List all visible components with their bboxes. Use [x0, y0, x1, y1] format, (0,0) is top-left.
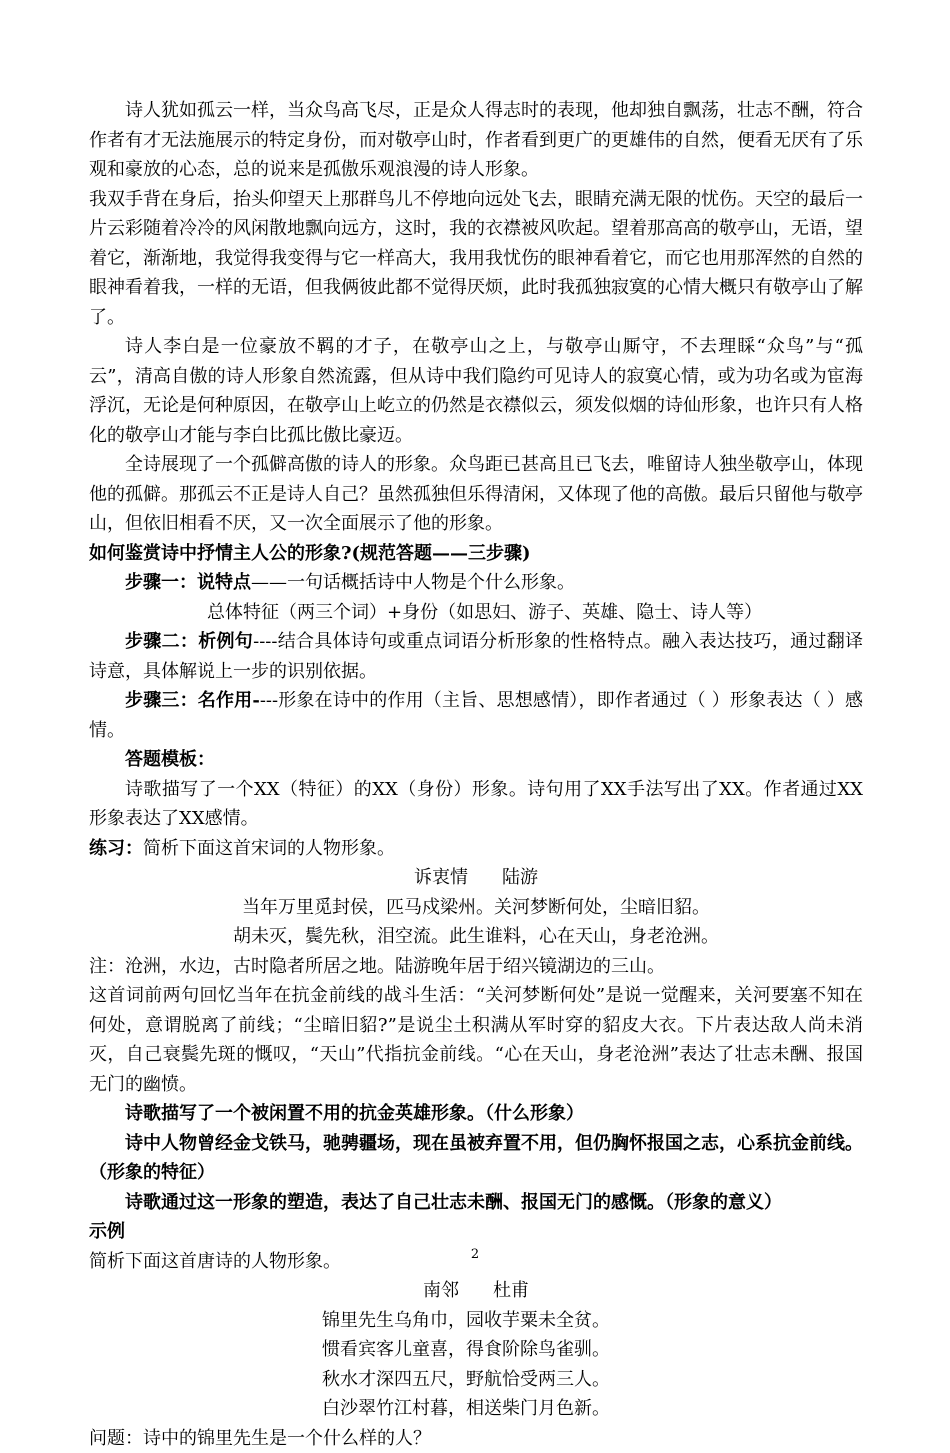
step-two-text: ----结合具体诗句或重点词语分析形象的性格特点。融入表达技巧，通过翻译诗意，具体解说上一步的识别依据。 [89, 631, 863, 682]
poem-heading [89, 1276, 863, 1306]
paragraph: 全诗展现了一个孤僻高傲的诗人的形象。众鸟距已甚高且已飞去，唯留诗人独坐敬亭山，体现他的孤僻。那孤云不正是诗人自己？虽然孤独但乐得清闲，又体现了他的高傲。最后只留他与敬亭山，但依旧相看不厌，又一次全面展示了他的形象。 [89, 450, 863, 539]
poem-line: 胡未灭，鬓先秋，泪空流。此生谁料，心在天山，身老沧洲。 [89, 922, 863, 952]
exercise-prompt [89, 834, 863, 864]
poem-author: 杜甫 [493, 1280, 529, 1301]
poem-line: 当年万里觅封侯，匹马戍梁州。关河梦断何处，尘暗旧貂。 [89, 893, 863, 923]
poem-title: 南邻 [423, 1280, 459, 1301]
poem-line: 惯看宾客儿童喜，得食阶除鸟雀驯。 [89, 1335, 863, 1365]
answer-line: 诗歌通过这一形象的塑造，表达了自己壮志未酬、报国无门的感慨。（形象的意义） [89, 1188, 863, 1218]
step-one [89, 568, 863, 598]
step-one-label: 步骤一： [125, 572, 197, 593]
poem-line: 白沙翠竹江村暮，相送柴门月色新。 [89, 1394, 863, 1424]
poem-heading [89, 863, 863, 893]
exercise-label: 练习： [89, 838, 143, 859]
exercise-prompt-text: 简析下面这首宋词的人物形象。 [143, 838, 395, 859]
step-three-text: ---形象在诗中的作用（主旨、思想感情），即作者通过（ ）形象表达（ ）感情。 [89, 690, 863, 741]
poem-author: 陆游 [502, 867, 538, 888]
analysis-paragraph: 这首词前两句回忆当年在抗金前线的战斗生活：“关河梦断何处”是说一觉醒来，关河要塞不知在何处，意谓脱离了前线；“尘暗旧貂?”是说尘土积满从军时穿的貂皮大衣。下片表达敌人尚未消灭，自己衰鬓先斑的慨叹，“天山”代指抗金前线。“心在天山，身老沧洲”表达了壮志未酬、报国无门的幽愤。 [89, 981, 863, 1099]
template-label: 答题模板： [89, 745, 863, 775]
answer-line: 诗歌描写了一个被闲置不用的抗金英雄形象。（什么形象） [89, 1099, 863, 1129]
step-one-text: ——一句话概括诗中人物是个什么形象。 [251, 572, 575, 593]
poem-note: 注：沧洲，水边，古时隐者所居之地。陆游晚年居于绍兴镜湖边的三山。 [89, 952, 863, 982]
example-label: 示例 [89, 1217, 863, 1247]
poem-title: 诉衷情 [414, 867, 468, 888]
step-one-detail: 总体特征（两三个词）+身份（如思妇、游子、英雄、隐士、诗人等） [89, 598, 863, 628]
step-two-label: 步骤二：析例句 [125, 631, 253, 652]
step-three-label: 步骤三：名作用- [125, 690, 260, 711]
poem-line: 锦里先生乌角巾，园收芋粟未全贫。 [89, 1306, 863, 1336]
answer-line: 诗中人物曾经金戈铁马，驰骋疆场，现在虽被弃置不用，但仍胸怀报国之志，心系抗金前线。（形象的特征） [89, 1129, 863, 1188]
page-number: 2 [0, 1247, 950, 1262]
paragraph: 诗人李白是一位豪放不羁的才子，在敬亭山之上，与敬亭山厮守，不去理睬“众鸟”与“孤云”，清高自傲的诗人形象自然流露，但从诗中我们隐约可见诗人的寂寞心情，或为功名或为宦海浮沉，无论是何种原因，在敬亭山上屹立的仍然是衣襟似云，须发似烟的诗仙形象，也许只有人格化的敬亭山才能与李白比孤比傲比豪迈。 [89, 332, 863, 450]
step-three [89, 686, 863, 745]
template-text: 诗歌描写了一个XX（特征）的XX（身份）形象。诗句用了XX手法写出了XX。作者通过XX形象表达了XX感情。 [89, 775, 863, 834]
section-heading: 如何鉴赏诗中抒情主人公的形象?(规范答题——三步骤) [89, 539, 863, 569]
example-prompt: 简析下面这首唐诗的人物形象。 [89, 1247, 863, 1277]
step-one-key: 说特点 [197, 572, 251, 593]
step-two [89, 627, 863, 686]
paragraph: 我双手背在身后，抬头仰望天上那群鸟儿不停地向远处飞去，眼睛充满无限的忧伤。天空的最后一片云彩随着冷冷的风闲散地飘向远方，这时，我的衣襟被风吹起。望着那高高的敬亭山，无语，望着它，渐渐地，我觉得我变得与它一样高大，我用我忧伤的眼神看着它，而它也用那浑然的自然的眼神看着我，一样的无语，但我俩彼此都不觉得厌烦，此时我孤独寂寞的心情大概只有敬亭山了解了。 [89, 185, 863, 333]
question-line: 问题：诗中的锦里先生是一个什么样的人？ [89, 1424, 863, 1453]
paragraph: 诗人犹如孤云一样，当众鸟高飞尽，正是众人得志时的表现，他却独自飘荡，壮志不酬，符合作者有才无法施展示的特定身份，而对敬亭山时，作者看到更广的更雄伟的自然，便看无厌有了乐观和豪放的心态，总的说来是孤傲乐观浪漫的诗人形象。 [89, 96, 863, 185]
poem-line: 秋水才深四五尺，野航恰受两三人。 [89, 1365, 863, 1395]
